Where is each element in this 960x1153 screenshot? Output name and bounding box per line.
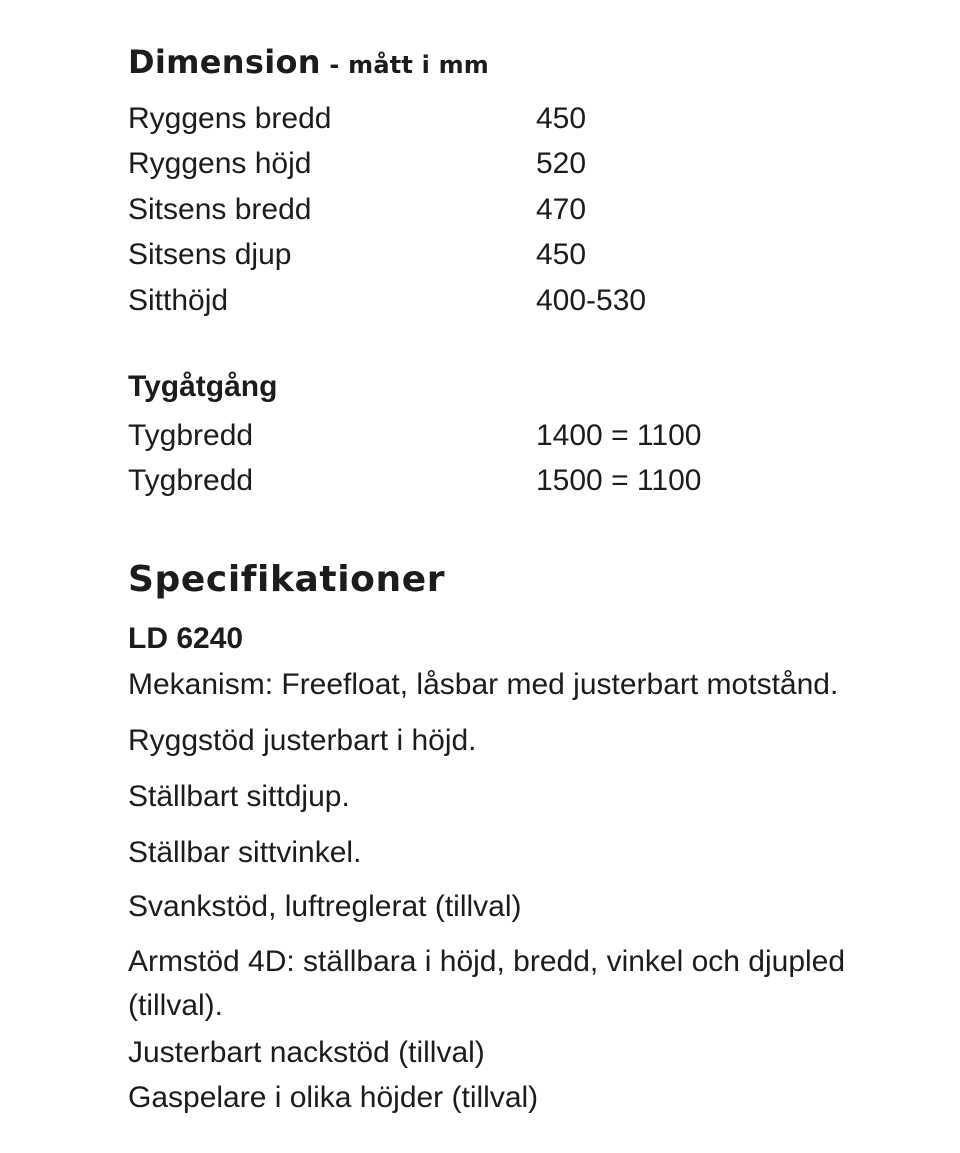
feature-item: Ställbart sittdjup. [128, 780, 350, 813]
dimension-table [128, 96, 646, 324]
feature-item: Ställbar sittvinkel. [128, 836, 362, 869]
feature-item: Gaspelare i olika höjder (tillval) [128, 1081, 539, 1114]
dimension-row [128, 142, 646, 188]
dimension-label: Sitthöjd [128, 283, 229, 317]
fabric-row [128, 413, 701, 459]
dimension-row [128, 233, 646, 279]
dimension-value: 470 [536, 192, 587, 226]
dimension-label: Sitsens djup [128, 238, 292, 272]
dimension-row [128, 96, 646, 142]
dimension-label: Ryggens bredd [128, 101, 332, 135]
dimension-heading [128, 38, 489, 89]
fabric-label: Tygbredd [128, 418, 254, 452]
fabric-label: Tygbredd [128, 464, 254, 498]
feature-item: Justerbart nackstöd (tillval) [128, 1036, 485, 1069]
dimension-row [128, 278, 646, 324]
feature-item: Ryggstöd justerbart i höjd. [128, 724, 477, 757]
feature-item: Armstöd 4D: ställbara i höjd, bredd, vinkel och djupled (tillval). [128, 945, 846, 1022]
dimension-row [128, 187, 646, 233]
fabric-value: 1500 = 1100 [536, 464, 702, 498]
dimension-value: 400-530 [536, 283, 647, 317]
feature-item: Svankstöd, luftreglerat (tillval) [128, 890, 522, 923]
feature-item: Mekanism: Freefloat, låsbar med justerbart motstånd. [128, 668, 839, 701]
dimension-label: Ryggens höjd [128, 147, 312, 181]
dimension-value: 450 [536, 101, 587, 135]
dimension-value: 450 [536, 238, 587, 272]
dimension-value: 520 [536, 147, 587, 181]
fabric-value: 1400 = 1100 [536, 418, 702, 452]
fabric-heading: Tygåtgång [128, 370, 278, 403]
fabric-table [128, 413, 701, 504]
dimension-label: Sitsens bredd [128, 192, 312, 226]
fabric-row [128, 459, 701, 505]
specifications-heading: Specifikationer [128, 559, 446, 600]
model-number: LD 6240 [128, 622, 244, 655]
dimension-subtitle: - mått i mm [320, 51, 490, 79]
dimension-title: Dimension [128, 43, 321, 81]
